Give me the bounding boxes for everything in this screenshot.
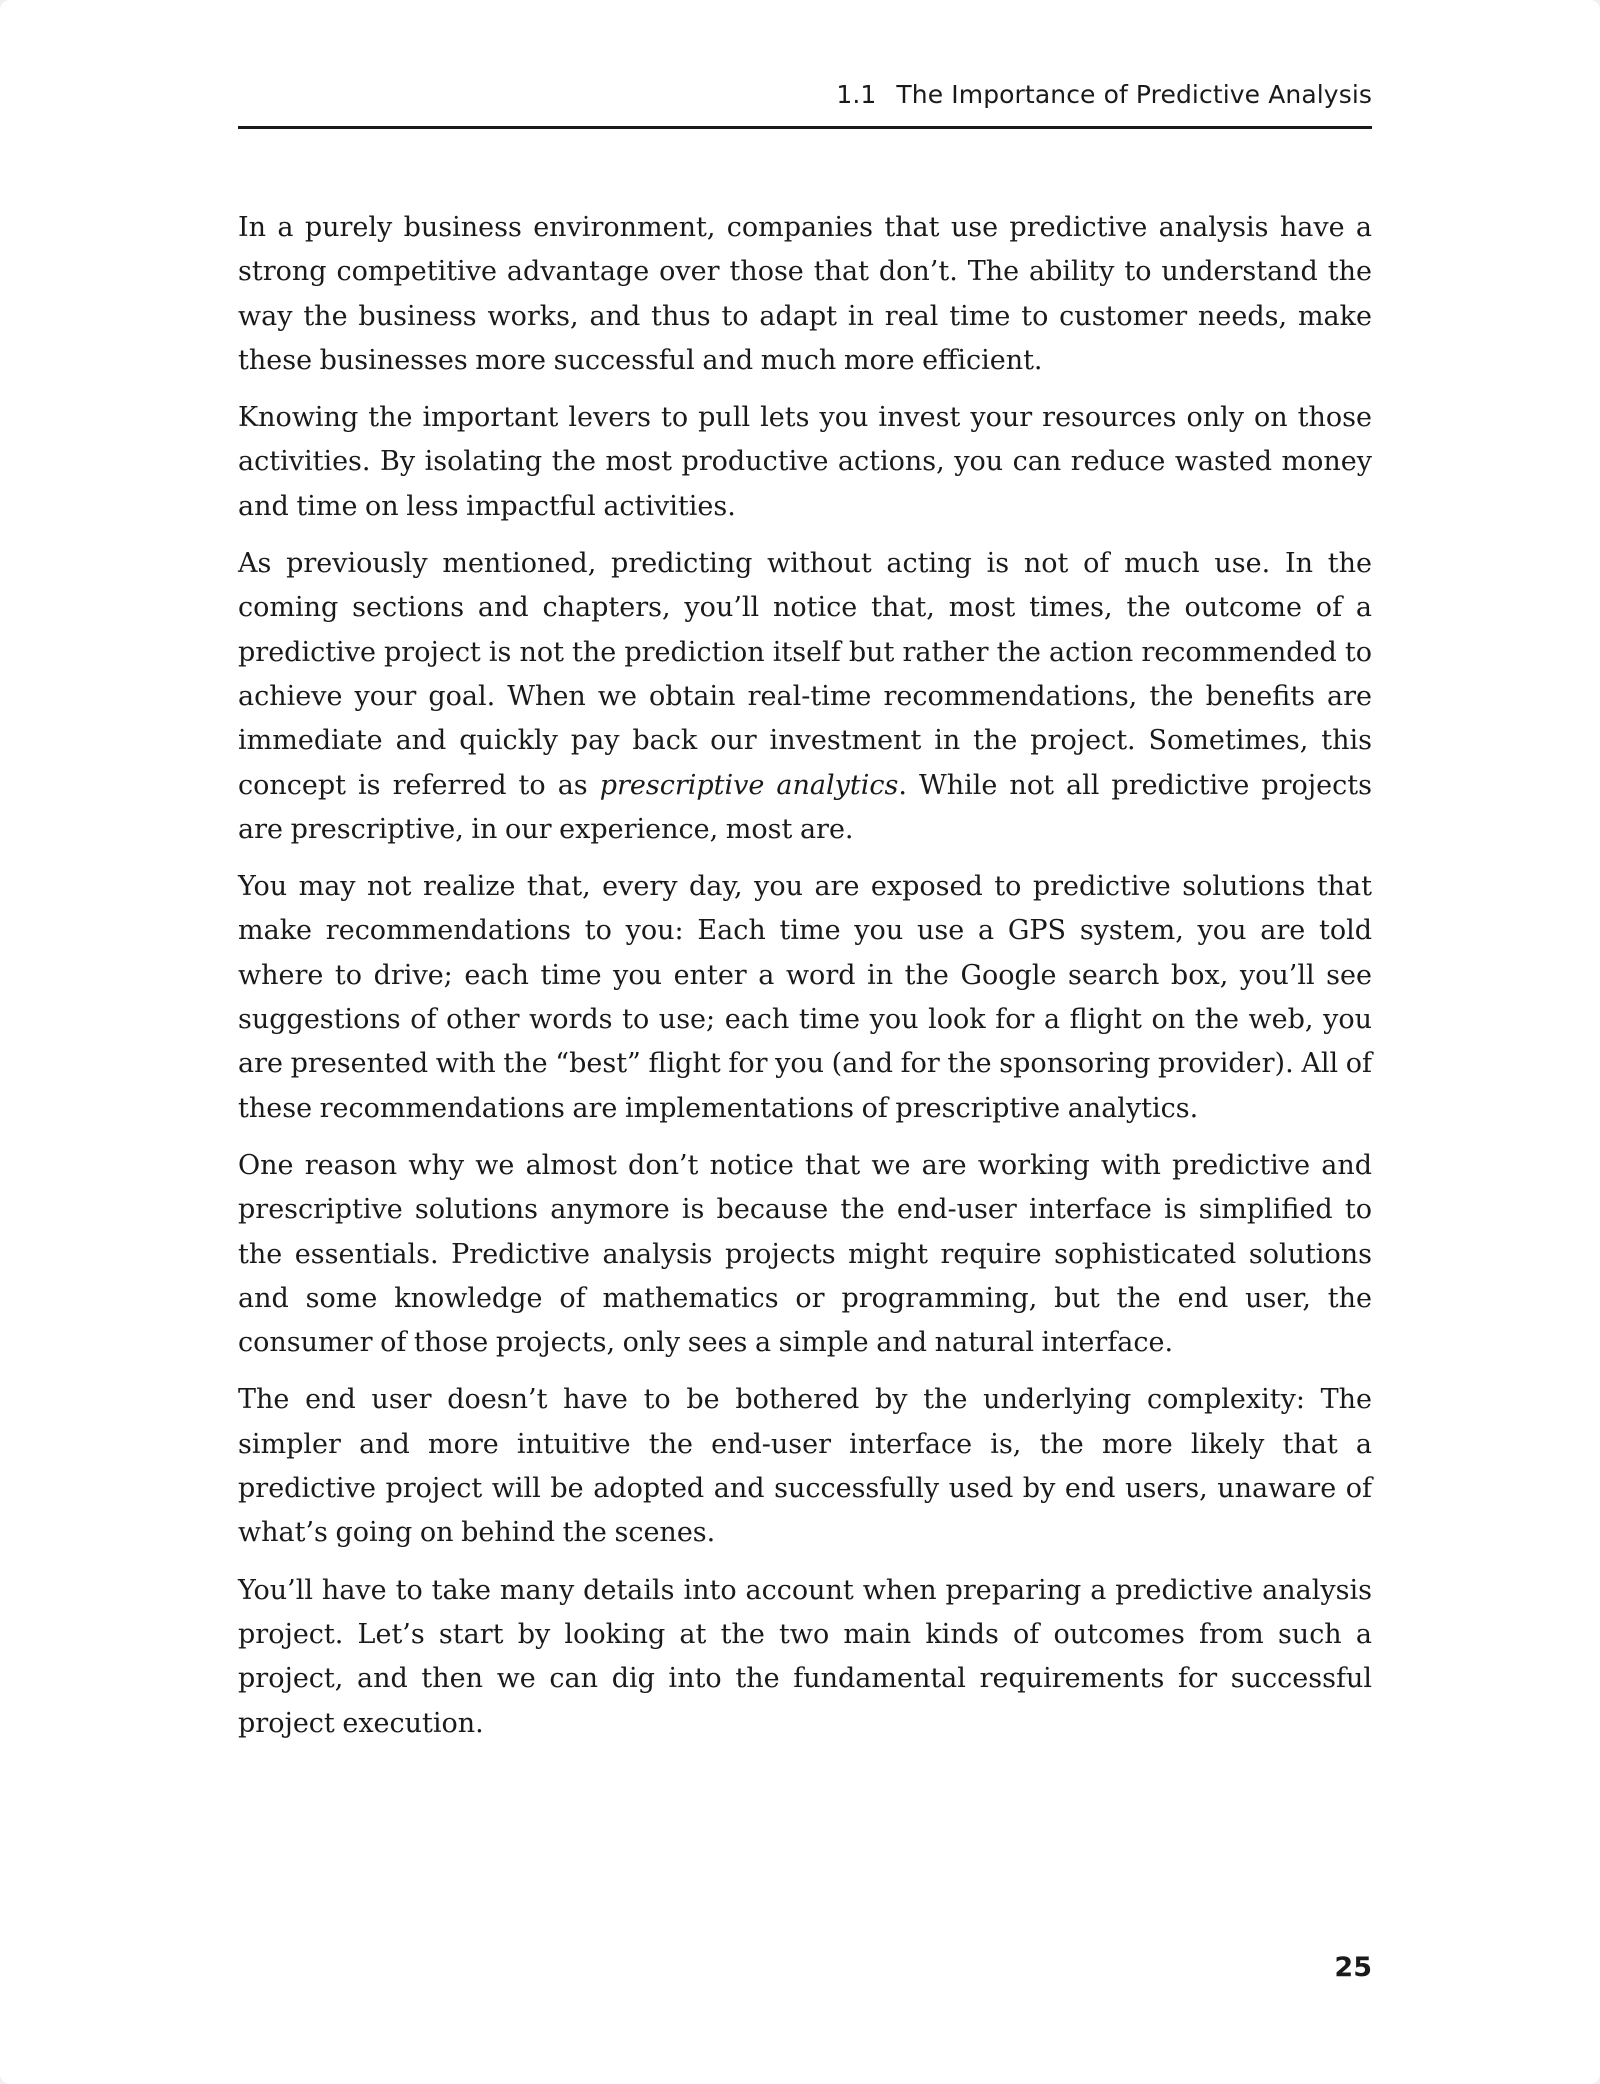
page-number: 25 (1334, 1952, 1372, 1983)
section-title: The Importance of Predictive Analysis (896, 80, 1372, 109)
paragraph-6: The end user doesn’t have to be bothered by the underlying complexity: The simpler and more intuitive the end-user interface is, the more likely that a predictive project will be adopted and successfully used by end users, unaware of what’s going on behind the scenes. (238, 1384, 1372, 1549)
paragraph-3-text-after: . While not all predictive projects are prescriptive, in our experience, most are. (238, 769, 1372, 845)
section-number: 1.1 (836, 80, 877, 109)
body-text (238, 206, 1372, 1759)
paragraph-5: One reason why we almost don’t notice that we are working with predictive and prescriptive solutions anymore is because the end-user interface is simplified to the essentials. Predictive analysis projects might require sophisticated solutions and some knowledge of mathematics or programming, but the end user, the consumer of those projects, only sees a simple and natural interface. (238, 1149, 1372, 1359)
header-rule (238, 126, 1372, 129)
emphasis-prescriptive-analytics: prescriptive analytics (599, 769, 899, 801)
paragraph-3-text-before: As previously mentioned, predicting without acting is not of much use. In the coming sections and chapters, you’ll notice that, most times, the outcome of a predictive project is not the prediction itself but rather the action recommended to achieve your goal. When we obtain real-time recommendations, the benefits are immediate and quickly pay back our investment in the project. Sometimes, this concept is referred to as (238, 548, 1372, 801)
paragraph-1: In a purely business environment, companies that use predictive analysis have a strong competitive advantage over those that don’t. The ability to understand the way the business works, and thus to adapt in real time to customer needs, make these businesses more successful and much more efficient. (238, 212, 1372, 376)
paragraph-7: You’ll have to take many details into account when preparing a predictive analysis project. Let’s start by looking at the two main kinds of outcomes from such a project, and then we can dig into the fundamental requirements for successful project execution. (238, 1574, 1372, 1739)
running-head (238, 80, 1372, 109)
paragraph-4: You may not realize that, every day, you are exposed to predictive solutions that make recommendations to you: Each time you use a GPS system, you are told where to drive; each time you enter a word in the Google search box, you’ll see suggestions of other words to use; each time you look for a flight on the web, you are presented with the “best” flight for you (and for the sponsoring provider). All of these recommendations are implementations of prescriptive analytics. (238, 871, 1372, 1124)
paragraph-3 (238, 542, 1372, 852)
paragraph-2: Knowing the important levers to pull lets you invest your resources only on those activities. By isolating the most productive actions, you can reduce wasted money and time on less impactful activities. (238, 402, 1372, 522)
